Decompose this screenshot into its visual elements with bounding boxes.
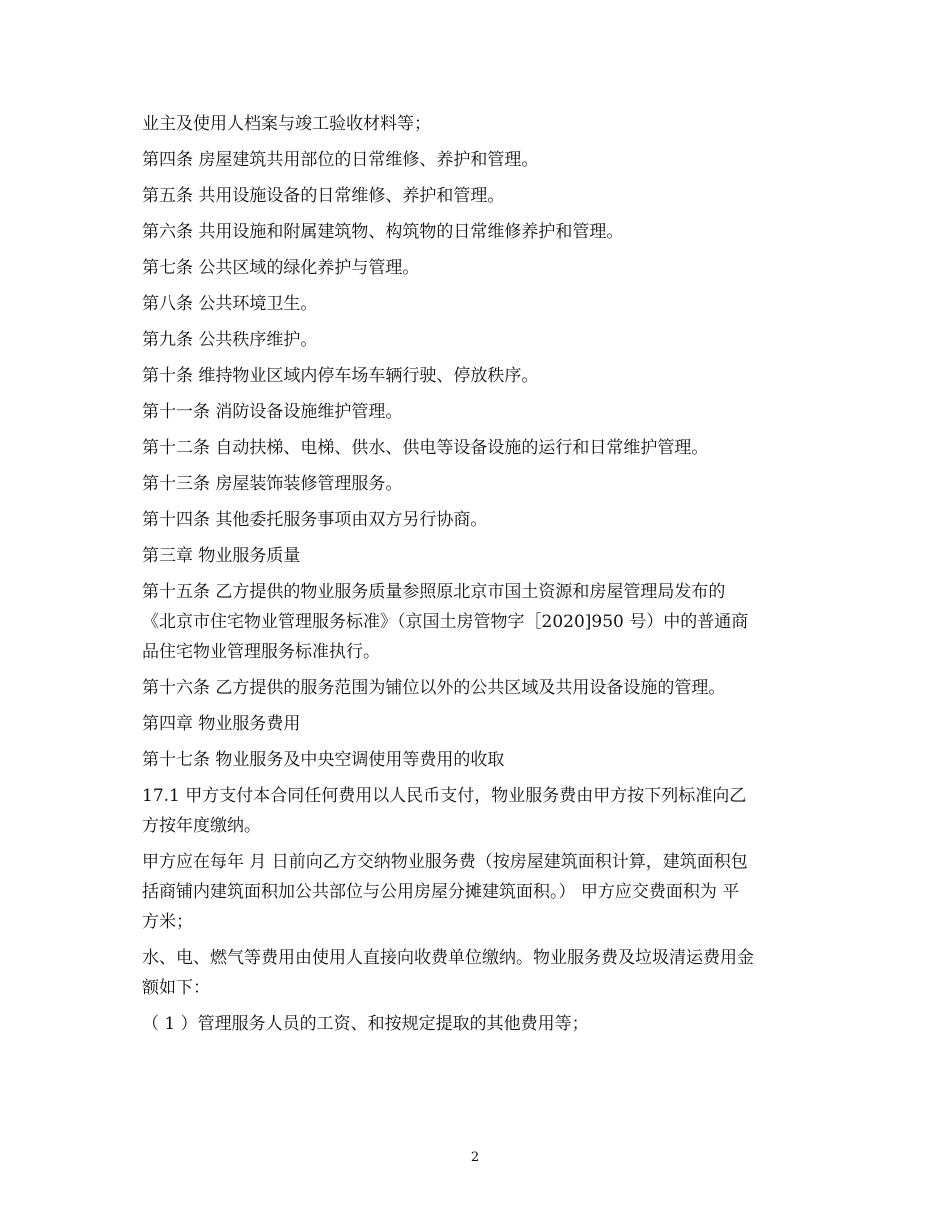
fee-item-1: （ 1 ）管理服务人员的工资、和按规定提取的其他费用等； (142, 1014, 589, 1034)
article-7: 第七条 公共区域的绿化养护与管理。 (142, 258, 420, 278)
clause-17-1-line-1: 17.1 甲方支付本合同任何费用以人民币支付，物业服务费由甲方按下列标准向乙 (142, 786, 747, 806)
article-4: 第四条 房屋建筑共用部位的日常维修、养护和管理。 (142, 150, 539, 170)
utilities-paragraph-line-1: 水、电、燃气等费用由使用人直接向收费单位缴纳。物业服务费及垃圾清运费用金 (142, 948, 754, 968)
article-14: 第十四条 其他委托服务事项由双方另行协商。 (142, 510, 488, 530)
article-5: 第五条 共用设施设备的日常维修、养护和管理。 (142, 186, 505, 206)
article-11: 第十一条 消防设备设施维护管理。 (142, 402, 403, 422)
chapter-3-heading: 第三章 物业服务质量 (142, 546, 301, 566)
article-9: 第九条 公共秩序维护。 (142, 330, 318, 350)
article-6: 第六条 共用设施和附属建筑物、构筑物的日常维修养护和管理。 (142, 222, 624, 242)
article-15-line-3: 品住宅物业管理服务标准执行。 (142, 642, 380, 662)
chapter-4-heading: 第四章 物业服务费用 (142, 714, 301, 734)
text-line: 业主及使用人档案与竣工验收材料等； (142, 114, 431, 134)
payment-paragraph-line-2: 括商铺内建筑面积加公共部位与公用房屋分摊建筑面积。） 甲方应交费面积为 平 (142, 882, 740, 902)
page-number: 2 (470, 1150, 480, 1165)
article-15-line-2: 《北京市住宅物业管理服务标准》（京国土房管物字［2020]950 号）中的普通商 (142, 612, 749, 632)
article-8: 第八条 公共环境卫生。 (142, 294, 318, 314)
article-16: 第十六条 乙方提供的服务范围为铺位以外的公共区域及共用设备设施的管理。 (142, 678, 726, 698)
article-15-line-1: 第十五条 乙方提供的物业服务质量参照原北京市国土资源和房屋管理局发布的 (142, 582, 726, 602)
document-body (142, 112, 832, 1036)
payment-paragraph-line-1: 甲方应在每年 月 日前向乙方交纳物业服务费（按房屋建筑面积计算，建筑面积包 (142, 852, 748, 872)
article-10: 第十条 维持物业区域内停车场车辆行驶、停放秩序。 (142, 366, 539, 386)
utilities-paragraph-line-2: 额如下： (142, 978, 210, 998)
article-13: 第十三条 房屋装饰装修管理服务。 (142, 474, 403, 494)
clause-17-1-line-2: 方按年度缴纳。 (142, 816, 261, 836)
article-12: 第十二条 自动扶梯、电梯、供水、供电等设备设施的运行和日常维护管理。 (142, 438, 709, 458)
article-17: 第十七条 物业服务及中央空调使用等费用的收取 (142, 750, 505, 770)
payment-paragraph-line-3: 方米； (142, 912, 193, 932)
